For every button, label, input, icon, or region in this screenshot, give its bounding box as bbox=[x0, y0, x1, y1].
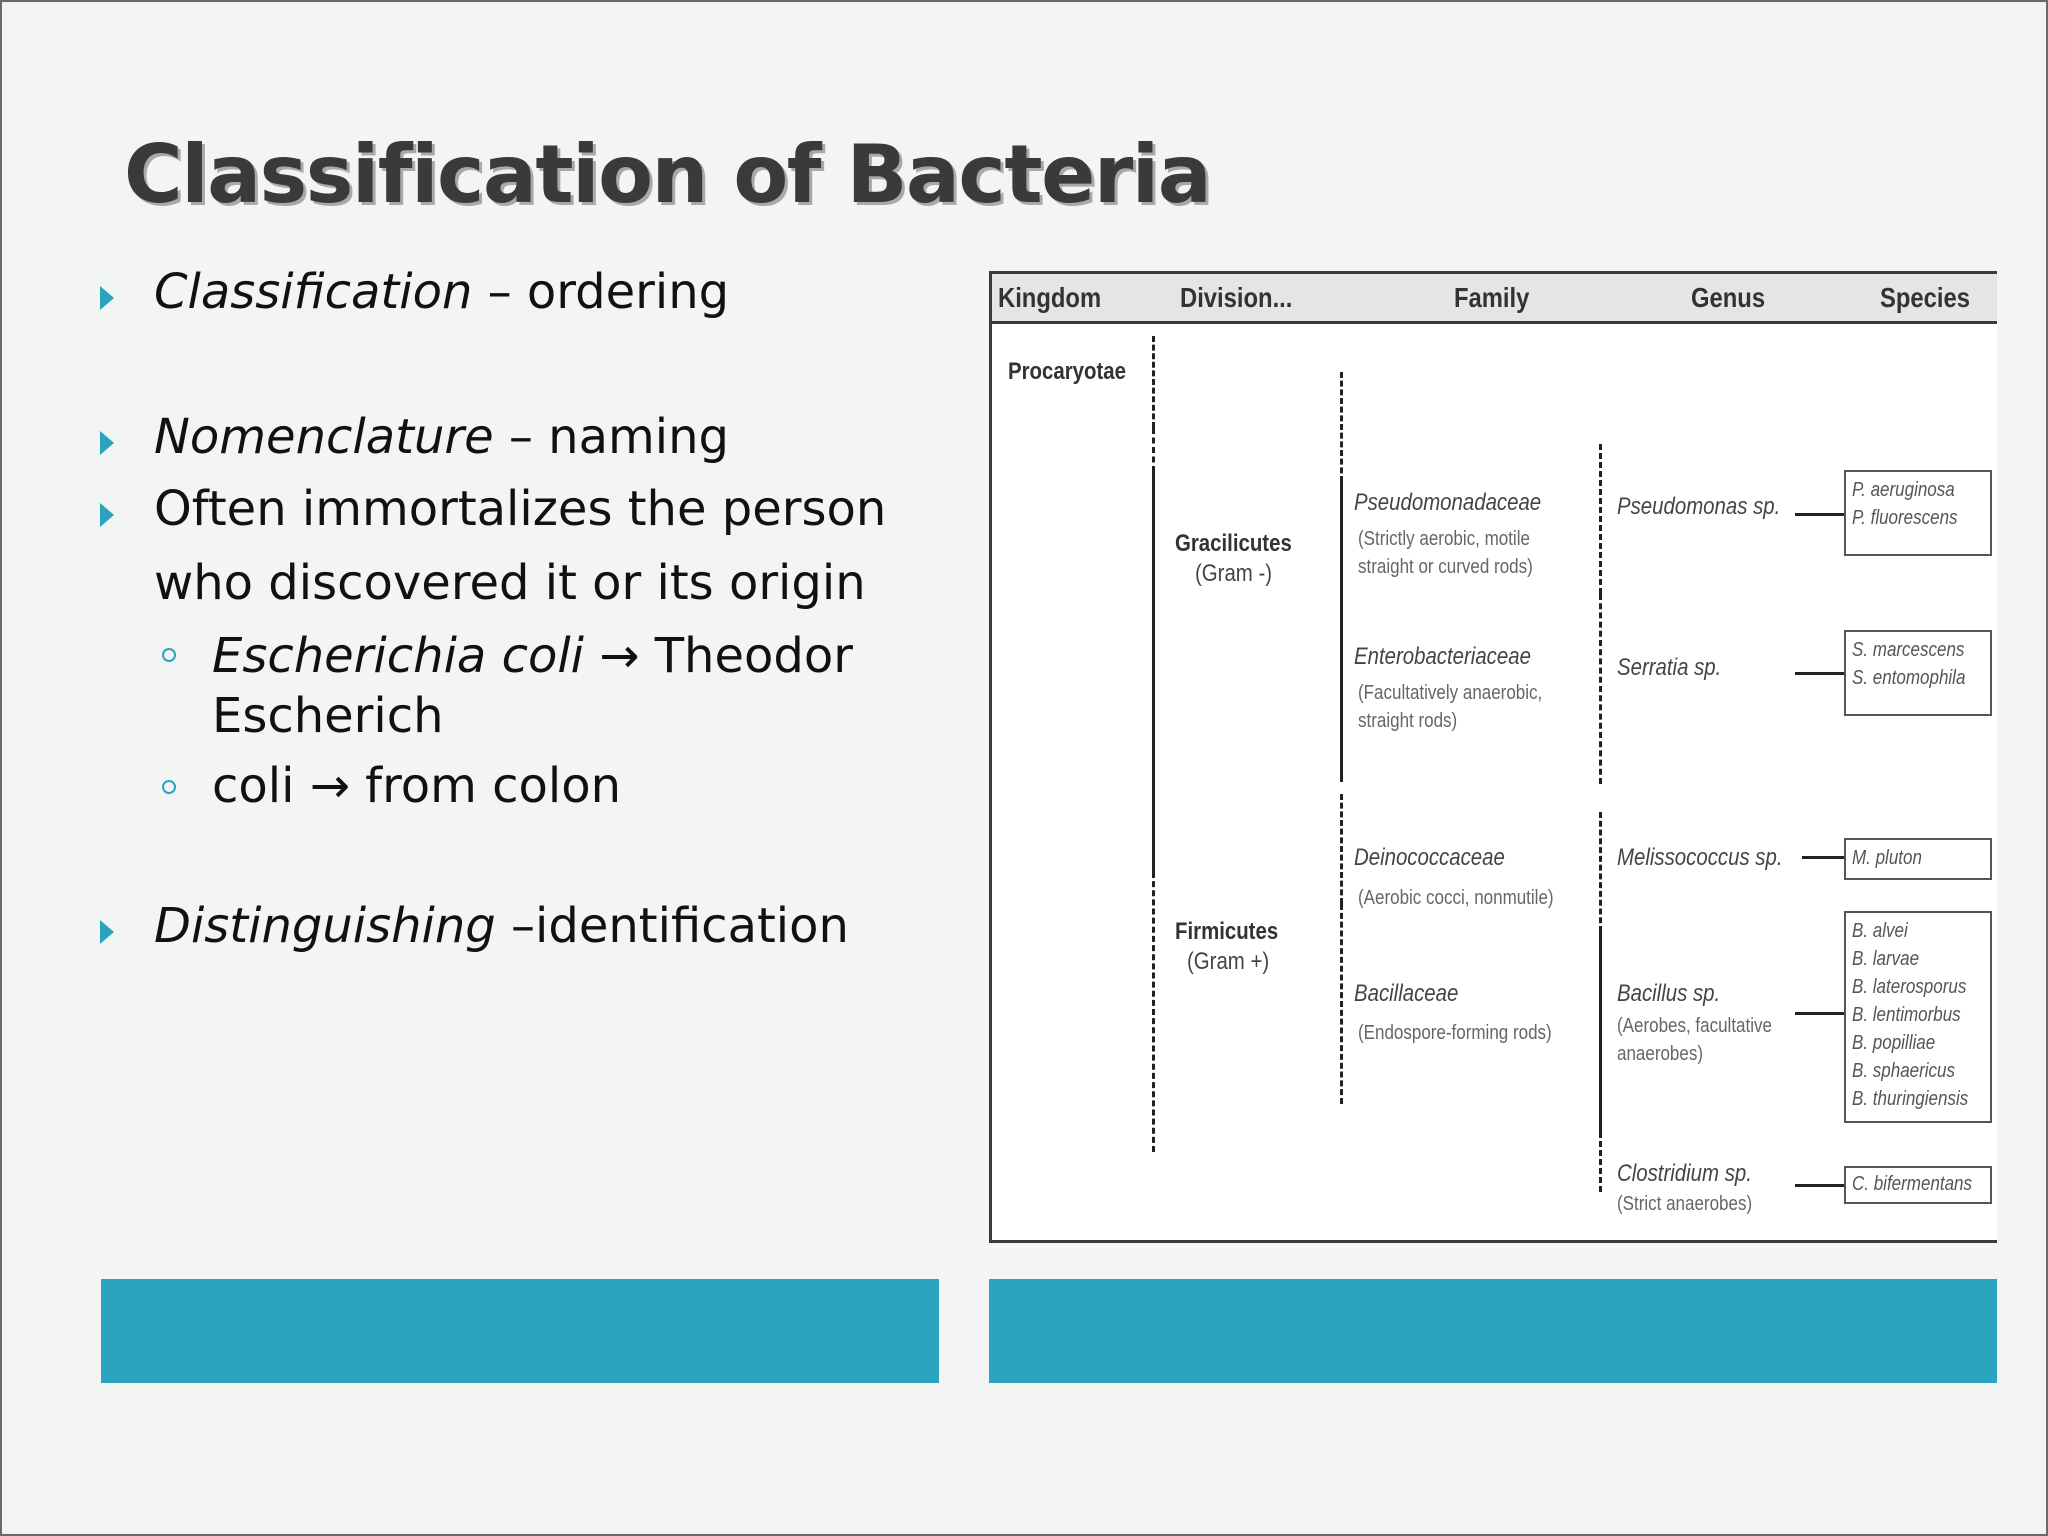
subbullet-escherichia-line2: Escherich bbox=[212, 688, 444, 744]
genus-pseudomonas: Pseudomonas sp. bbox=[1617, 493, 1781, 520]
slide-title: Classification of Bacteria bbox=[124, 128, 1211, 221]
family-bacillaceae: Bacillaceae bbox=[1354, 980, 1459, 1007]
species-box-clostridium bbox=[1844, 1166, 1992, 1204]
connector-line bbox=[1599, 1132, 1602, 1192]
bullet-list bbox=[0, 0, 960, 1000]
family-enterobacteriaceae: Enterobacteriaceae bbox=[1354, 643, 1531, 670]
family-pseudomonadaceae: Pseudomonadaceae bbox=[1354, 489, 1542, 516]
classification-figure bbox=[989, 271, 1997, 1243]
connector-line bbox=[1152, 428, 1155, 472]
bullet-term: Classification bbox=[154, 264, 473, 320]
header-family: Family bbox=[1454, 282, 1530, 313]
family-deinococcaceae: Deinococcaceae bbox=[1354, 844, 1505, 871]
species-box-bacillus bbox=[1844, 911, 1992, 1123]
connector-line bbox=[1599, 812, 1602, 932]
genus-serratia: Serratia sp. bbox=[1617, 654, 1722, 681]
header-genus: Genus bbox=[1691, 282, 1766, 313]
species-name: S. entomophila bbox=[1852, 667, 1966, 689]
figure-header bbox=[992, 274, 1997, 324]
division-firmicutes: Firmicutes bbox=[1175, 918, 1279, 945]
connector-line bbox=[1152, 336, 1155, 428]
subbullet-text: from colon bbox=[365, 758, 622, 814]
bullet-term: Nomenclature bbox=[154, 409, 494, 465]
bullet-text: – ordering bbox=[472, 264, 730, 320]
species-name: C. bifermentans bbox=[1852, 1173, 1972, 1195]
subbullet-escherichia bbox=[212, 628, 853, 684]
connector-line bbox=[1340, 372, 1343, 482]
bullet-arrow-icon bbox=[100, 920, 114, 944]
subbullet-coli bbox=[212, 758, 621, 814]
family-desc: straight or curved rods) bbox=[1358, 556, 1533, 578]
bullet-text: –identification bbox=[495, 898, 849, 954]
arrow-icon: → bbox=[294, 758, 366, 814]
connector-line bbox=[1802, 856, 1845, 859]
bullet-arrow-icon bbox=[100, 431, 114, 455]
species-name: B. lentimorbus bbox=[1852, 1004, 1961, 1026]
genus-desc: (Aerobes, facultative bbox=[1617, 1015, 1772, 1037]
kingdom-procaryotae: Procaryotae bbox=[1008, 358, 1126, 385]
genus-clostridium: Clostridium sp. bbox=[1617, 1160, 1752, 1187]
species-name: B. laterosporus bbox=[1852, 976, 1967, 998]
connector-line bbox=[1152, 472, 1155, 582]
species-name: S. marcescens bbox=[1852, 639, 1965, 661]
connector-line bbox=[1795, 1012, 1845, 1015]
division-gracilicutes: Gracilicutes bbox=[1175, 530, 1292, 557]
species-name: M. pluton bbox=[1852, 847, 1922, 869]
genus-desc: anaerobes) bbox=[1617, 1043, 1704, 1065]
connector-line bbox=[1599, 932, 1602, 1132]
species-name: P. aeruginosa bbox=[1852, 479, 1955, 501]
subbullet-term: coli bbox=[212, 758, 295, 814]
connector-line bbox=[1340, 904, 1343, 1104]
genus-bacillus: Bacillus sp. bbox=[1617, 980, 1721, 1007]
species-name: B. thuringiensis bbox=[1852, 1088, 1969, 1110]
species-box-serratia bbox=[1844, 630, 1992, 716]
header-division: Division... bbox=[1180, 282, 1293, 313]
species-name: B. larvae bbox=[1852, 948, 1920, 970]
sub-bullet-ring-icon bbox=[162, 648, 176, 662]
bullet-nomenclature bbox=[154, 409, 729, 465]
subbullet-text: Theodor bbox=[654, 628, 853, 684]
header-species: Species bbox=[1880, 282, 1970, 313]
family-desc: (Strictly aerobic, motile bbox=[1358, 528, 1530, 550]
connector-line bbox=[1795, 672, 1845, 675]
arrow-icon: → bbox=[584, 628, 655, 684]
connector-line bbox=[1152, 872, 1155, 1152]
family-desc: (Endospore-forming rods) bbox=[1358, 1022, 1552, 1044]
species-name: B. alvei bbox=[1852, 920, 1908, 942]
bullet-immortalizes-line2: who discovered it or its origin bbox=[154, 555, 866, 611]
family-desc: (Aerobic cocci, nonmutile) bbox=[1358, 887, 1554, 909]
bullet-term: Distinguishing bbox=[154, 898, 496, 954]
connector-line bbox=[1795, 1184, 1845, 1187]
connector-line bbox=[1599, 444, 1602, 594]
species-name: B. sphaericus bbox=[1852, 1060, 1955, 1082]
division-gram: (Gram -) bbox=[1195, 560, 1273, 587]
species-name: P. fluorescens bbox=[1852, 507, 1958, 529]
connector-line bbox=[1795, 513, 1845, 516]
sub-bullet-ring-icon bbox=[162, 780, 176, 794]
connector-line bbox=[1340, 482, 1343, 782]
connector-line bbox=[1340, 794, 1343, 904]
header-kingdom: Kingdom bbox=[998, 282, 1102, 313]
connector-line bbox=[1599, 594, 1602, 784]
connector-line bbox=[1152, 582, 1155, 872]
bullet-arrow-icon bbox=[100, 503, 114, 527]
species-name: B. popilliae bbox=[1852, 1032, 1936, 1054]
genus-melissococcus: Melissococcus sp. bbox=[1617, 844, 1783, 871]
division-gram: (Gram +) bbox=[1187, 948, 1270, 975]
bullet-classification bbox=[154, 264, 729, 320]
bullet-text: – naming bbox=[493, 409, 729, 465]
subbullet-term: Escherichia coli bbox=[212, 628, 584, 684]
accent-bar-right bbox=[989, 1279, 1997, 1383]
species-box-melissococcus bbox=[1844, 838, 1992, 880]
genus-desc: (Strict anaerobes) bbox=[1617, 1193, 1753, 1215]
bullet-distinguishing bbox=[154, 898, 849, 954]
species-box-pseudomonas bbox=[1844, 470, 1992, 556]
accent-bar-left bbox=[101, 1279, 939, 1383]
family-desc: straight rods) bbox=[1358, 710, 1458, 732]
family-desc: (Facultatively anaerobic, bbox=[1358, 682, 1543, 704]
bullet-immortalizes-line1: Often immortalizes the person bbox=[154, 481, 887, 537]
bullet-arrow-icon bbox=[100, 286, 114, 310]
